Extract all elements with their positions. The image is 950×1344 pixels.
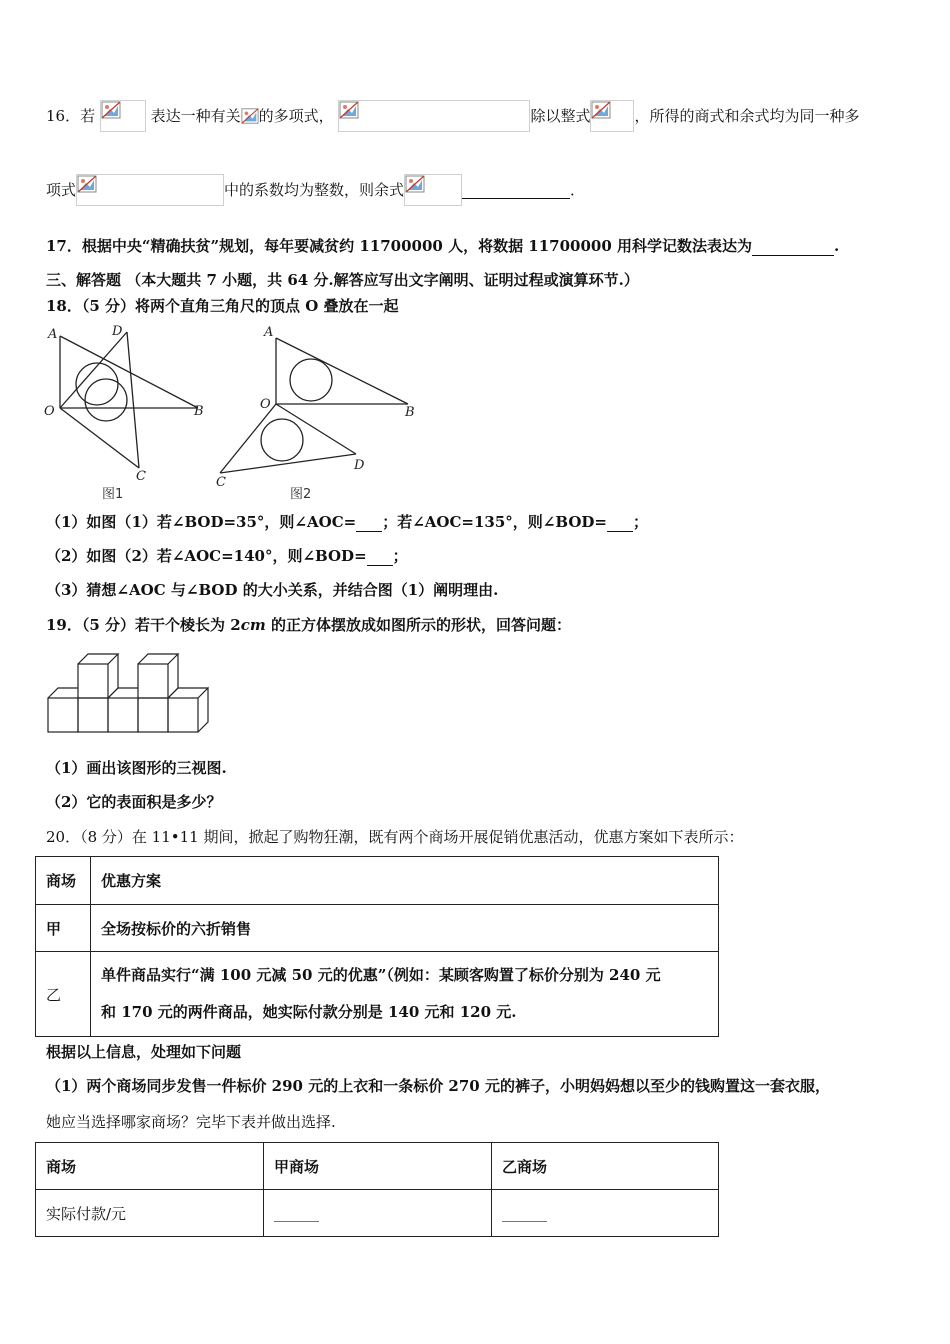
table-header-row xyxy=(36,857,719,905)
table-cell xyxy=(91,952,719,1037)
q19-part1: （1）画出该图形的三视图. xyxy=(46,759,227,777)
answer-cell[interactable]: ______ xyxy=(264,1190,492,1237)
q19-title xyxy=(46,615,571,635)
table-row xyxy=(36,1190,719,1237)
q18-part1-text-a: （1）如图（1）若∠BOD=35°，则∠AOC= xyxy=(46,513,357,531)
label-o: O xyxy=(260,397,271,412)
q17-text: 17．根据中央“精确扶贫”规划，每年要减贫约 11700000 人，将数据 11700000 用科学记数法表达为 xyxy=(46,237,753,255)
q16-text2: 的多项式， xyxy=(258,107,334,125)
table-cell: 商场 xyxy=(36,1143,264,1190)
label-b: B xyxy=(405,405,415,420)
q16-text5: 项式 xyxy=(46,181,77,199)
table-cell: 商场 xyxy=(36,857,91,905)
answer-blank xyxy=(752,239,834,256)
label-c: C xyxy=(216,475,226,490)
q16-number: 16．若 xyxy=(46,107,96,125)
table-cell: 乙 xyxy=(36,952,91,1037)
q16-line2 xyxy=(46,174,585,206)
q18-figure-1 xyxy=(40,320,215,505)
q19-unit: cm xyxy=(240,616,266,634)
label-d: D xyxy=(112,324,123,339)
q20-part1-line2: 她应当选择哪家商场？完毕下表并做出选择. xyxy=(46,1113,336,1131)
table-cell: 乙商场 xyxy=(492,1143,719,1190)
broken-image-icon xyxy=(241,107,259,125)
table-cell-line: 和 170 元的两件商品，她实际付款分别是 140 元和 120 元. xyxy=(101,1003,517,1021)
label-a: A xyxy=(48,327,58,342)
label-b: B xyxy=(194,404,204,419)
broken-image-icon xyxy=(590,100,634,132)
broken-image-icon xyxy=(338,100,530,132)
label-d: D xyxy=(354,458,365,473)
table-cell: 全场按标价的六折销售 xyxy=(91,905,719,952)
promotion-table xyxy=(35,856,719,1037)
table-cell: 实际付款/元 xyxy=(36,1190,264,1237)
table-header-row xyxy=(36,1143,719,1190)
answer-blank xyxy=(607,515,633,532)
q19-part2: （2）它的表面积是多少？ xyxy=(46,793,222,811)
table-cell: 甲商场 xyxy=(264,1143,492,1190)
q18-part1-text-c: ； xyxy=(632,513,648,531)
q17-line xyxy=(46,236,839,256)
q19-title-b: 的正方体摆放成如图所示的形状，回答问题： xyxy=(265,616,571,634)
figure-1-caption: 图1 xyxy=(102,487,124,502)
label-o: O xyxy=(44,404,55,419)
q19-title-a: 19．（5 分）若干个棱长为 2 xyxy=(46,616,241,634)
q16-text6: 中的系数均为整数，则余式 xyxy=(224,181,405,199)
q18-part1 xyxy=(46,512,648,532)
q20-title: 20．（8 分）在 11•11 期间，掀起了购物狂潮，既有两个商场开展促销优惠活动，优惠方案如下表所示： xyxy=(46,828,744,846)
table-cell: 甲 xyxy=(36,905,91,952)
answer-cell[interactable]: ______ xyxy=(492,1190,719,1237)
q20-after: 根据以上信息，处理如下问题 xyxy=(46,1043,242,1061)
q20-part1-line1: （1）两个商场同步发售一件标价 290 元的上衣和一条标价 270 元的裤子，小明妈妈想以至少的钱购置这一套衣服， xyxy=(46,1077,830,1095)
table-row xyxy=(36,952,719,1037)
table-cell-line: 单件商品实行“满 100 元减 50 元的优惠”（例如：某顾客购置了标价分别为 240 元 xyxy=(101,966,661,984)
section-heading: 三、解答题 （本大题共 7 小题，共 64 分.解答应写出文字阐明、证明过程或演算环节.） xyxy=(46,271,639,289)
table-row xyxy=(36,905,719,952)
q18-part3: （3）猜想∠AOC 与∠BOD 的大小关系，并结合图（1）阐明理由. xyxy=(46,581,499,599)
answer-blank xyxy=(367,549,393,566)
label-a: A xyxy=(264,325,274,340)
broken-image-icon xyxy=(76,174,224,206)
q16-text1: 表达一种有关 xyxy=(150,107,241,125)
table-cell: 优惠方案 xyxy=(91,857,719,905)
figure-2-caption: 图2 xyxy=(290,487,312,502)
q18-part1-text-b: ；若∠AOC=135°，则∠BOD= xyxy=(382,513,607,531)
label-c: C xyxy=(136,469,146,484)
q18-part2-text-a: （2）如图（2）若∠AOC=140°，则∠BOD= xyxy=(46,547,367,565)
q16-text4: ，所得的商式和余式均为同一种多 xyxy=(634,107,860,125)
q18-title: 18．（5 分）将两个直角三角尺的顶点 O 叠放在一起 xyxy=(46,297,399,315)
answer-blank xyxy=(462,182,570,199)
payment-table xyxy=(35,1142,719,1237)
broken-image-icon xyxy=(100,100,146,132)
q17-end: . xyxy=(834,237,840,255)
q16-text3: 除以整式 xyxy=(530,107,591,125)
broken-image-icon xyxy=(404,174,462,206)
answer-blank xyxy=(356,515,382,532)
q16-text7: ． xyxy=(570,181,586,199)
q18-part2-text-b: ； xyxy=(392,547,408,565)
q18-figure-2 xyxy=(212,320,427,505)
q16-line1 xyxy=(46,100,860,132)
cube-stack-figure xyxy=(45,650,220,738)
q18-part2 xyxy=(46,546,408,566)
